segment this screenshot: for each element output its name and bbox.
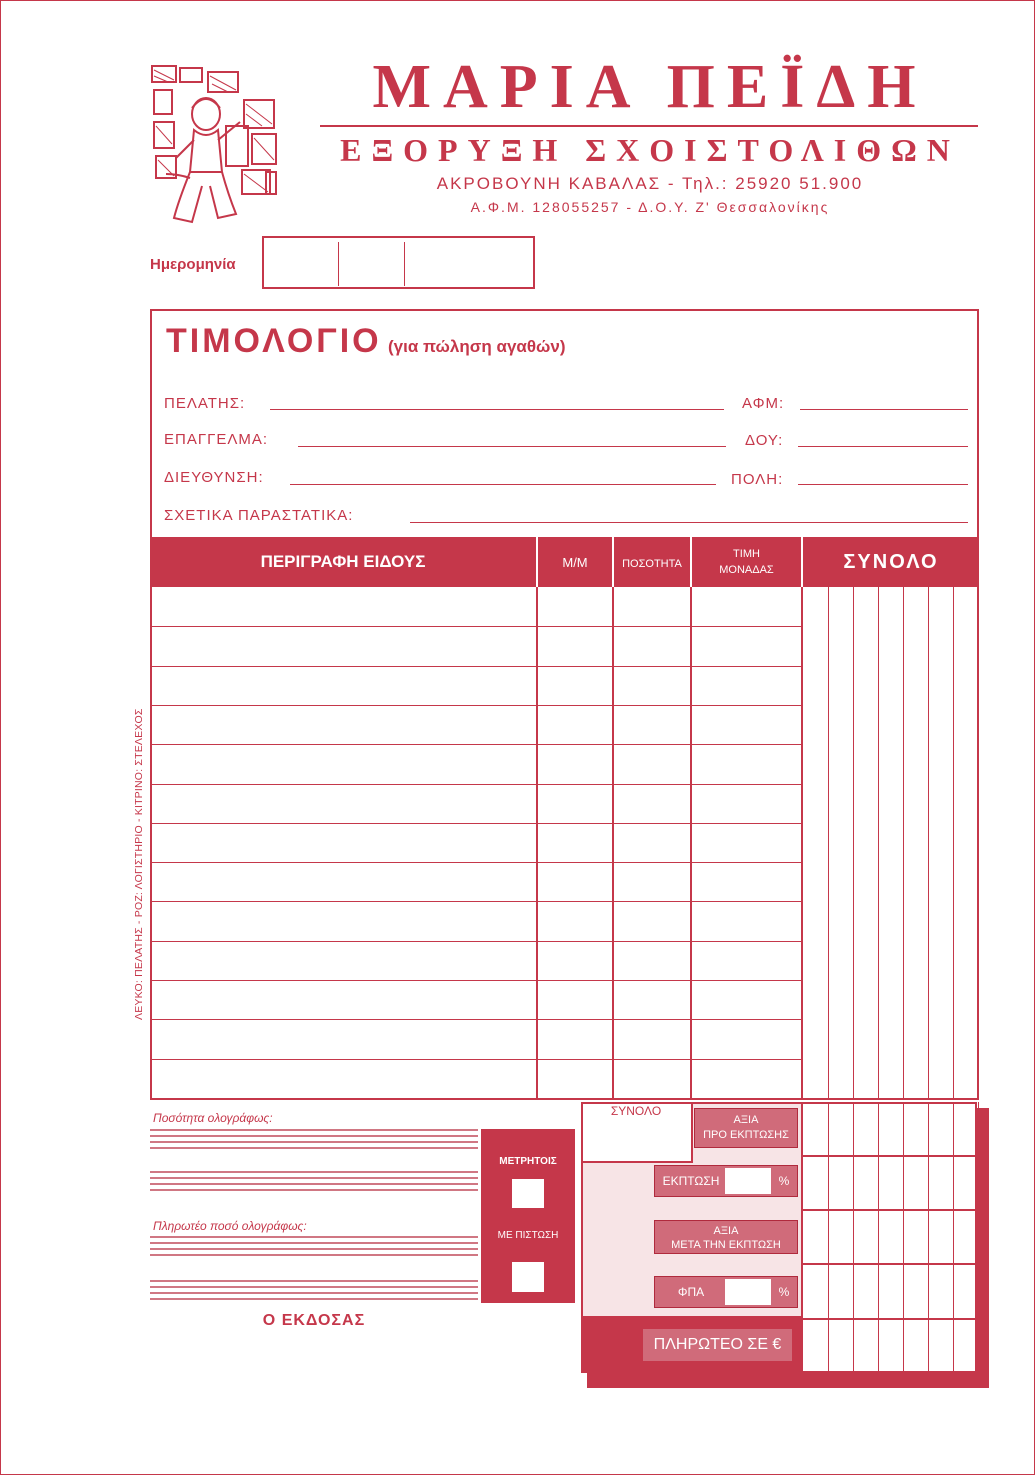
value-after-line1: ΑΞΙΑ [713,1225,739,1237]
rule [150,1254,478,1256]
totals-divider [801,1102,803,1373]
copy-distribution-note: ΛΕΥΚΟ: ΠΕΛΑΤΗΣ - ΡΟΖ: ΛΟΓΙΣΤΗΡΙΟ - ΚΙΤΡΙΝΟ: ΣΤΕΛΕΧΟΣ [133,708,145,1020]
address-phone: ΑΚΡΟΒΟΥΝΗ ΚΑΒΑΛΑΣ - Τηλ.: 25920 51.900 [436,174,864,193]
value-after-discount [654,1220,798,1254]
vat-percent-sign: % [778,1285,790,1299]
rule [150,1189,478,1191]
rule [150,1183,478,1185]
credit-checkbox[interactable] [512,1262,544,1292]
header-rule [320,125,978,127]
digit-column [878,587,879,1100]
body-divider [690,587,692,1100]
totals-digit-column [828,1102,829,1373]
totals-row[interactable] [803,1318,977,1320]
table-row[interactable] [152,1019,801,1020]
rule [150,1248,478,1250]
totals-row[interactable] [803,1263,977,1265]
body-divider [612,587,614,1100]
col-description: ΠΕΡΙΓΡΑΦΗ ΕΙΔΟΥΣ [260,552,426,571]
value-after-line2: ΜΕΤΑ ΤΗΝ ΕΚΠΤΩΣΗ [671,1239,781,1251]
totals-digit-column [903,1102,904,1373]
totals-digit-column [978,1102,979,1373]
value-before-line2: ΠΡΟ ΕΚΠΤΩΣΗΣ [703,1129,789,1141]
table-row[interactable] [152,980,801,981]
items-table [150,587,979,1100]
col-total: ΣΥΝΟΛΟ [843,550,939,573]
table-row[interactable] [152,823,801,824]
doy-label: ΔΟΥ: [745,432,784,449]
table-row[interactable] [152,784,801,785]
discount-percent-sign: % [778,1174,790,1188]
payable-words-rule[interactable] [150,1236,478,1238]
table-row[interactable] [152,666,801,667]
rule [150,1286,478,1288]
totals-digit-column [853,1102,854,1373]
rule [150,1141,478,1143]
table-row[interactable] [152,862,801,863]
digit-column [978,587,979,1100]
totals-digit-column [878,1102,879,1373]
totals-row[interactable] [803,1155,977,1157]
related-docs-label: ΣΧΕΤΙΚΑ ΠΑΡΑΣΤΑΤΙΚΑ: [164,507,354,524]
table-row[interactable] [152,626,801,627]
vat-percent-input[interactable] [725,1279,771,1305]
related-docs-field[interactable] [410,522,968,523]
tax-info: Α.Φ.Μ. 128055257 - Δ.Ο.Υ. Ζ' Θεσσαλονίκης [470,199,830,215]
afm-field[interactable] [800,409,968,410]
digit-column [853,587,854,1100]
profession-field[interactable] [298,446,726,447]
issuer-label: Ο ΕΚΔΟΣΑΣ [262,1312,366,1329]
business-activity: ΕΞΟΡΥΞΗ ΣΧΟΙΣΤΟΛΙΘΩΝ [340,132,960,168]
col-unit-price-line1: ΤΙΜΗ [733,548,760,560]
col-unit: Μ/Μ [562,554,588,570]
col-quantity: ΠΟΣΟΤΗΤΑ [622,558,682,570]
date-box[interactable] [262,236,535,289]
address-field[interactable] [290,484,716,485]
profession-label: ΕΠΑΓΓΕΛΜΑ: [164,431,269,448]
company-name: ΜΑΡΙΑ ΠΕΪΔΗ [372,53,928,121]
rule [150,1242,478,1244]
discount-percent-input[interactable] [725,1168,771,1194]
table-row[interactable] [152,705,801,706]
cash-label: ΜΕΤΡΗΤΟΙΣ [499,1155,557,1167]
value-before-line1: ΑΞΙΑ [733,1114,759,1126]
table-row[interactable] [152,744,801,745]
invoice-title: ΤΙΜΟΛΟΓΙΟ [166,322,382,360]
address-label: ΔΙΕΥΘΥΝΣΗ: [164,469,264,486]
date-label: Ημερομηνία [150,256,236,273]
customer-field[interactable] [270,409,724,410]
rule [150,1147,478,1149]
miner-logo [148,62,280,230]
amount-words-label: Ποσότητα ολογράφως: [153,1111,273,1125]
afm-label: ΑΦΜ: [742,395,785,412]
table-row[interactable] [152,941,801,942]
rule [150,1280,478,1282]
rule [150,1171,478,1173]
digit-column [903,587,904,1100]
payable-words-label: Πληρωτέο ποσό ολογράφως: [153,1219,307,1233]
rule [150,1135,478,1137]
table-row[interactable] [152,1059,801,1060]
rule [150,1177,478,1179]
rule [150,1292,478,1294]
totals-digit-column [928,1102,929,1373]
body-divider [801,587,803,1100]
amount-words-rule[interactable] [150,1129,478,1131]
digit-column [928,587,929,1100]
rule [150,1298,478,1300]
doy-field[interactable] [798,446,968,447]
table-row[interactable] [152,901,801,902]
totals-digit-column [953,1102,954,1373]
customer-label: ΠΕΛΑΤΗΣ: [164,395,246,412]
value-before-discount [694,1108,798,1148]
discount-label: ΕΚΠΤΩΣΗ [662,1174,720,1188]
sum-label: ΣΥΝΟΛΟ [610,1104,662,1118]
vat-label: ΦΠΑ [677,1285,705,1299]
col-unit-price-line2: ΜΟΝΑΔΑΣ [719,564,774,576]
col-unit-price [692,546,801,580]
cash-checkbox[interactable] [512,1179,544,1208]
digit-column [828,587,829,1100]
totals-row[interactable] [803,1209,977,1211]
digit-column [953,587,954,1100]
payable-label: ΠΛΗΡΩΤΕΟ ΣΕ € [643,1329,792,1361]
credit-label: ΜΕ ΠΙΣΤΩΣΗ [497,1229,559,1241]
body-divider [536,587,538,1100]
city-field[interactable] [798,484,968,485]
invoice-subtitle: (για πώληση αγαθών) [388,337,566,356]
date-divider [404,242,405,286]
date-divider [338,242,339,286]
city-label: ΠΟΛΗ: [731,471,784,488]
